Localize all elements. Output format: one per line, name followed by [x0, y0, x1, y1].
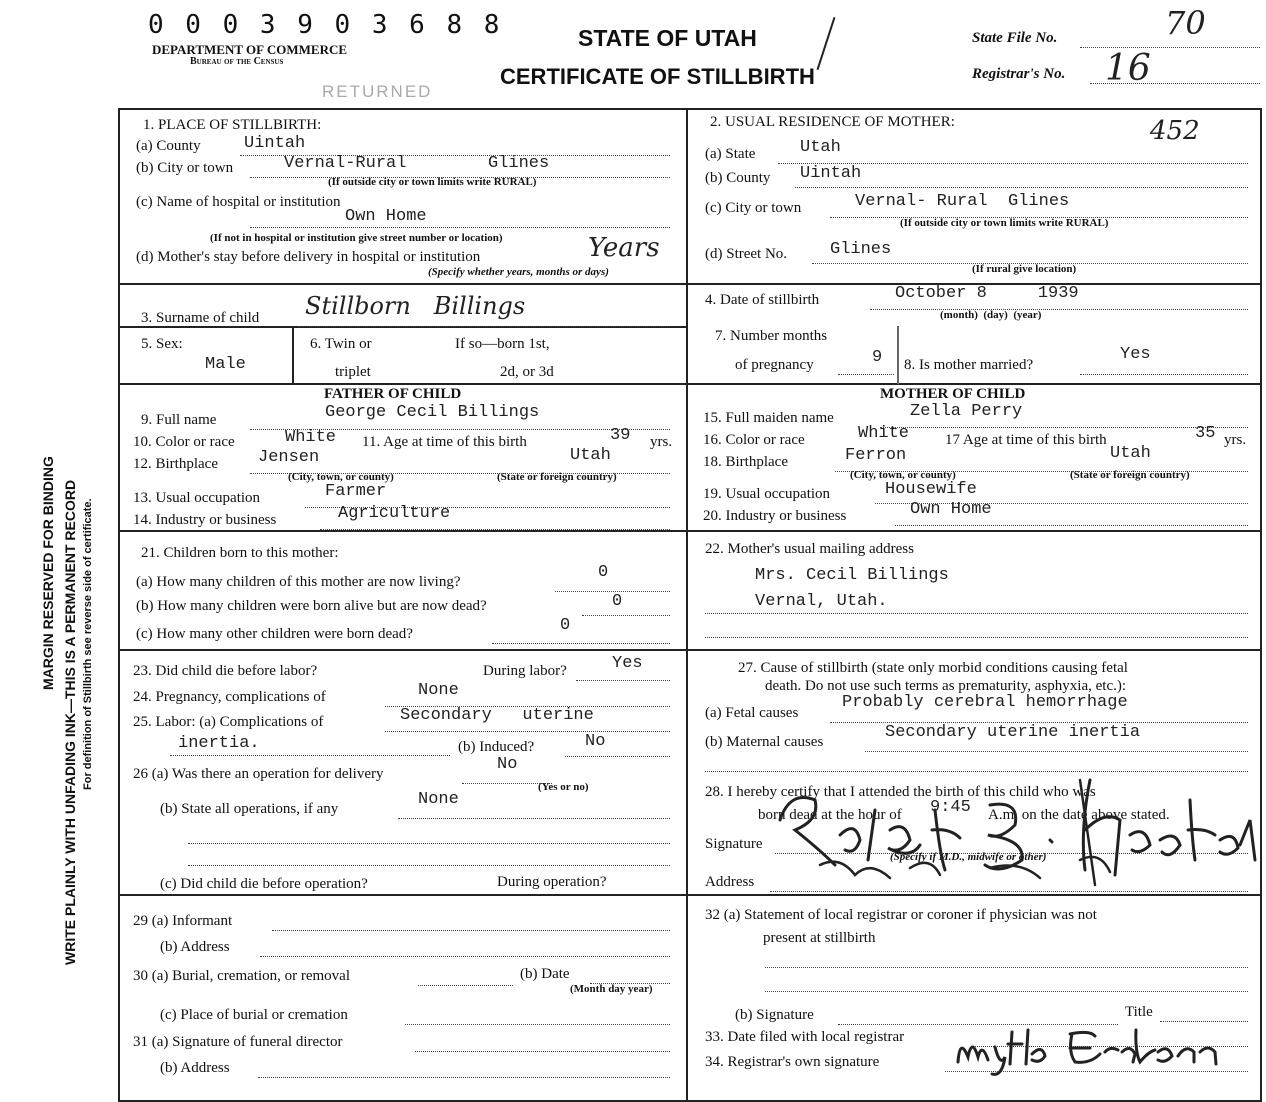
- certificate-title: CERTIFICATE OF STILLBIRTH: [500, 64, 815, 89]
- margin-text-3: For definition of Stillbirth see reverse side of certificate.: [82, 498, 94, 790]
- place-city-extra: Glines: [488, 154, 550, 173]
- married-line: [1080, 373, 1248, 375]
- row-divider-1: [118, 283, 1260, 285]
- born-order-label-2: 2d, or 3d: [500, 364, 554, 380]
- born-order-label: If so—born 1st,: [455, 336, 550, 352]
- q23-during-value: Yes: [612, 654, 643, 673]
- q25a-value: Secondary uterine: [400, 706, 594, 725]
- residence-county-label: (b) County: [705, 170, 771, 186]
- residence-county-line: [795, 186, 1248, 188]
- center-divider: [686, 108, 688, 1100]
- date-note: (month) (day) (year): [940, 309, 1042, 321]
- date-label: 4. Date of stillbirth: [705, 292, 820, 308]
- mailing-line-2: Vernal, Utah.: [755, 592, 888, 611]
- place-stay-note: (Specify whether years, months or days): [428, 266, 609, 278]
- married-label: 8. Is mother married?: [904, 357, 1034, 373]
- q26c-label: (c) Did child die before operation?: [160, 876, 368, 892]
- margin-text-1: MARGIN RESERVED FOR BINDING: [40, 456, 56, 690]
- place-hospital-line: [250, 226, 670, 228]
- q25-line: [385, 730, 670, 732]
- father-industry-line: [320, 528, 670, 530]
- children-dead-line: [582, 614, 670, 616]
- children-stillborn-label: (c) How many other children were born dead?: [136, 626, 413, 642]
- cause-label: 27. Cause of stillbirth (state only morbid conditions causing fetal: [738, 660, 1128, 676]
- row-divider-3: [118, 383, 1260, 385]
- serial-number: 0 0 0 3 9 0 3 6 8 8: [148, 10, 503, 40]
- q30c-label: (c) Place of burial or cremation: [160, 1007, 348, 1023]
- place-stay-label: (d) Mother's stay before delivery in hospital or institution: [136, 249, 481, 265]
- certify-text-2a: born dead at the hour of: [758, 807, 902, 823]
- maternal-cause-value: Secondary uterine inertia: [885, 723, 1141, 742]
- q29a-line: [272, 929, 670, 931]
- months-label-2: of pregnancy: [735, 357, 814, 373]
- certify-sign-note: (Specify if M.D., midwife or other): [890, 851, 1047, 863]
- mother-birthplace-state: Utah: [1110, 444, 1151, 463]
- q26a-note: (Yes or no): [538, 781, 589, 793]
- q26b-label: (b) State all operations, if any: [160, 801, 339, 817]
- q26a-label: 26 (a) Was there an operation for delivery: [133, 766, 384, 782]
- q32-rule-2: [765, 990, 1248, 992]
- mother-age-unit: yrs.: [1224, 432, 1247, 448]
- date-value: October 8 1939: [895, 284, 1079, 303]
- q26c-during-label: During operation?: [497, 874, 607, 890]
- q23-label: 23. Did child die before labor?: [133, 663, 318, 679]
- place-hospital-note: (If not in hospital or institution give street number or location): [210, 232, 503, 244]
- residence-heading: 2. USUAL RESIDENCE OF MOTHER:: [710, 114, 955, 130]
- place-county-value: Uintah: [244, 134, 306, 153]
- q25a-cont: inertia.: [178, 734, 260, 753]
- q23-during-label: During labor?: [483, 663, 567, 679]
- mother-occupation-value: Housewife: [885, 480, 977, 499]
- residence-state-value: Utah: [800, 138, 841, 157]
- sex-value: Male: [205, 355, 246, 374]
- mother-name-line: [880, 426, 1248, 428]
- q25b-line: [565, 755, 670, 757]
- mailing-rule-1: [705, 612, 1248, 614]
- q31a-line: [415, 1050, 670, 1052]
- bureau-label: Bureau of the Census: [190, 56, 284, 67]
- q26a-value: No: [497, 755, 518, 774]
- q32-rule-1: [765, 966, 1248, 968]
- father-birthplace-state: Utah: [570, 446, 611, 465]
- registrar-no: 16: [1105, 48, 1151, 89]
- mother-industry-value: Own Home: [910, 500, 992, 519]
- date-line: [870, 308, 1248, 310]
- mother-industry-line: [895, 524, 1248, 526]
- mailing-line-1: Mrs. Cecil Billings: [755, 566, 949, 585]
- slash-mark: [817, 17, 836, 70]
- children-stillborn-line: [492, 642, 670, 644]
- maternal-cause-line: [865, 750, 1248, 752]
- children-living-value: 0: [598, 563, 609, 582]
- residence-street-value: Glines: [830, 240, 892, 259]
- mother-industry-label: 20. Industry or business: [703, 508, 847, 524]
- mother-race-label: 16. Color or race: [703, 432, 805, 448]
- mother-age-value: 35: [1195, 424, 1216, 443]
- certify-text-2b: A.m. on the date above stated.: [988, 807, 1170, 823]
- father-name-value: George Cecil Billings: [325, 403, 540, 422]
- dept-label: DEPARTMENT OF COMMERCE: [152, 42, 348, 57]
- q30b-label: (b) Date: [520, 966, 570, 982]
- father-age-label: 11. Age at time of this birth: [362, 434, 527, 450]
- father-race-label: 10. Color or race: [133, 434, 235, 450]
- twin-label-2: triplet: [335, 364, 371, 380]
- q29a-label: 29 (a) Informant: [133, 913, 233, 929]
- q24-value: None: [418, 681, 459, 700]
- place-hospital-value: Own Home: [345, 207, 427, 226]
- residence-city-value: Vernal- Rural Glines: [855, 192, 1070, 211]
- residence-state-label: (a) State: [705, 146, 756, 162]
- father-birthplace-city: Jensen: [258, 448, 320, 467]
- maternal-cause-label: (b) Maternal causes: [705, 734, 824, 750]
- place-heading: 1. PLACE OF STILLBIRTH:: [143, 117, 322, 133]
- residence-county-value: Uintah: [800, 164, 862, 183]
- mother-heading: MOTHER OF CHILD: [880, 386, 1026, 402]
- children-dead-label: (b) How many children were born alive but are now dead?: [136, 598, 487, 614]
- sex-label: 5. Sex:: [141, 336, 183, 352]
- place-stay-handwritten: Years: [588, 233, 660, 263]
- children-stillborn-value: 0: [560, 616, 571, 635]
- q31b-line: [258, 1076, 670, 1078]
- state-title: STATE OF UTAH: [578, 25, 757, 51]
- father-age-value: 39: [610, 426, 631, 445]
- registrar-label: Registrar's No.: [972, 66, 1066, 82]
- physician-signature: [760, 760, 1265, 895]
- q26b-rule-1: [188, 842, 670, 844]
- state-file-label: State File No.: [972, 30, 1058, 46]
- q23-line: [576, 679, 670, 681]
- married-value: Yes: [1120, 345, 1151, 364]
- place-city-note: (If outside city or town limits write RURAL): [328, 176, 537, 188]
- children-living-label: (a) How many children of this mother are now living?: [136, 574, 461, 590]
- father-occupation-value: Farmer: [325, 482, 387, 501]
- father-bp-note-1: (City, town, or county): [288, 471, 394, 483]
- father-industry-value: Agriculture: [338, 504, 451, 523]
- q29b-label: (b) Address: [160, 939, 230, 955]
- q33-label: 33. Date filed with local registrar: [705, 1029, 905, 1045]
- certify-hour: 9:45: [930, 798, 971, 817]
- residence-city-label: (c) City or town: [705, 200, 802, 216]
- mother-birthplace-city: Ferron: [845, 446, 907, 465]
- surname-line: [298, 325, 670, 327]
- q30a-line: [418, 984, 513, 986]
- mother-name-value: Zella Perry: [910, 402, 1023, 421]
- children-dead-value: 0: [612, 592, 623, 611]
- q32-label: 32 (a) Statement of local registrar or coroner if physician was not: [705, 907, 1097, 923]
- q25b-label: (b) Induced?: [458, 739, 535, 755]
- months-divider: [897, 326, 899, 384]
- q32-label-2: present at stillbirth: [763, 930, 876, 946]
- q30c-line: [405, 1023, 670, 1025]
- father-heading: FATHER OF CHILD: [324, 386, 462, 402]
- extra-number: 452: [1150, 116, 1200, 146]
- place-county-label: (a) County: [136, 138, 201, 154]
- residence-city-note: (If outside city or town limits write RURAL): [900, 217, 1109, 229]
- registrar-signature: [950, 1022, 1230, 1080]
- sex-divider: [292, 326, 294, 384]
- months-line: [838, 373, 894, 375]
- surname-value: Stillborn Billings: [305, 292, 526, 320]
- q26b-line: [398, 817, 670, 819]
- returned-stamp: RETURNED: [322, 82, 433, 101]
- children-heading: 21. Children born to this mother:: [141, 545, 339, 561]
- row-divider-4: [118, 530, 1260, 532]
- row-divider-5: [118, 649, 1260, 651]
- q31a-label: 31 (a) Signature of funeral director: [133, 1034, 343, 1050]
- q25-label: 25. Labor: (a) Complications of: [133, 714, 324, 730]
- twin-label: 6. Twin or: [310, 336, 372, 352]
- father-occupation-label: 13. Usual occupation: [133, 490, 261, 506]
- residence-street-label: (d) Street No.: [705, 246, 788, 262]
- certify-signature-label: Signature: [705, 836, 763, 852]
- q30b-note: (Month day year): [570, 983, 653, 995]
- mother-birthplace-label: 18. Birthplace: [703, 454, 788, 470]
- fetal-cause-value: Probably cerebral hemorrhage: [842, 693, 1128, 712]
- title-label: Title: [1125, 1004, 1153, 1020]
- father-birthplace-label: 12. Birthplace: [133, 456, 218, 472]
- place-city-label: (b) City or town: [136, 160, 234, 176]
- mother-age-label: 17 Age at time of this birth: [945, 432, 1107, 448]
- q29b-line: [260, 955, 670, 957]
- months-value: 9: [872, 348, 883, 367]
- place-hospital-label: (c) Name of hospital or institution: [136, 194, 341, 210]
- q26b-rule-2: [188, 864, 670, 866]
- mailing-rule-2: [705, 636, 1248, 638]
- q26b-value: None: [418, 790, 459, 809]
- father-age-unit: yrs.: [650, 434, 673, 450]
- certify-address-label: Address: [705, 874, 755, 890]
- state-file-no: 70: [1165, 4, 1206, 42]
- mailing-label: 22. Mother's usual mailing address: [705, 541, 914, 557]
- q25-line-2: [170, 754, 450, 756]
- months-label: 7. Number months: [715, 328, 828, 344]
- certify-text-1: 28. I hereby certify that I attended the birth of this child who was: [705, 784, 1096, 800]
- fetal-cause-label: (a) Fetal causes: [705, 705, 799, 721]
- q24-label: 24. Pregnancy, complications of: [133, 689, 326, 705]
- mother-name-label: 15. Full maiden name: [703, 410, 834, 426]
- margin-text-2: WRITE PLAINLY WITH UNFADING INK—THIS IS A PERMANENT RECORD: [62, 479, 78, 965]
- q34-label: 34. Registrar's own signature: [705, 1054, 880, 1070]
- residence-street-note: (If rural give location): [972, 263, 1077, 275]
- father-name-label: 9. Full name: [141, 412, 217, 428]
- mother-race-value: White: [858, 424, 910, 443]
- q31b-label: (b) Address: [160, 1060, 230, 1076]
- mother-bp-note-1: (City, town, or county): [850, 469, 956, 481]
- mother-bp-note-2: (State or foreign country): [1070, 469, 1190, 481]
- q32b-label: (b) Signature: [735, 1007, 814, 1023]
- q25b-value: No: [585, 732, 606, 751]
- father-race-value: White: [285, 428, 337, 447]
- mother-occupation-label: 19. Usual occupation: [703, 486, 831, 502]
- surname-label: 3. Surname of child: [141, 310, 260, 326]
- q30a-label: 30 (a) Burial, cremation, or removal: [133, 968, 351, 984]
- place-city-value: Vernal-Rural: [284, 154, 407, 173]
- cause-label-2: death. Do not use such terms as prematurity, asphyxia, etc.):: [765, 678, 1127, 694]
- father-bp-note-2: (State or foreign country): [497, 471, 617, 483]
- father-industry-label: 14. Industry or business: [133, 512, 277, 528]
